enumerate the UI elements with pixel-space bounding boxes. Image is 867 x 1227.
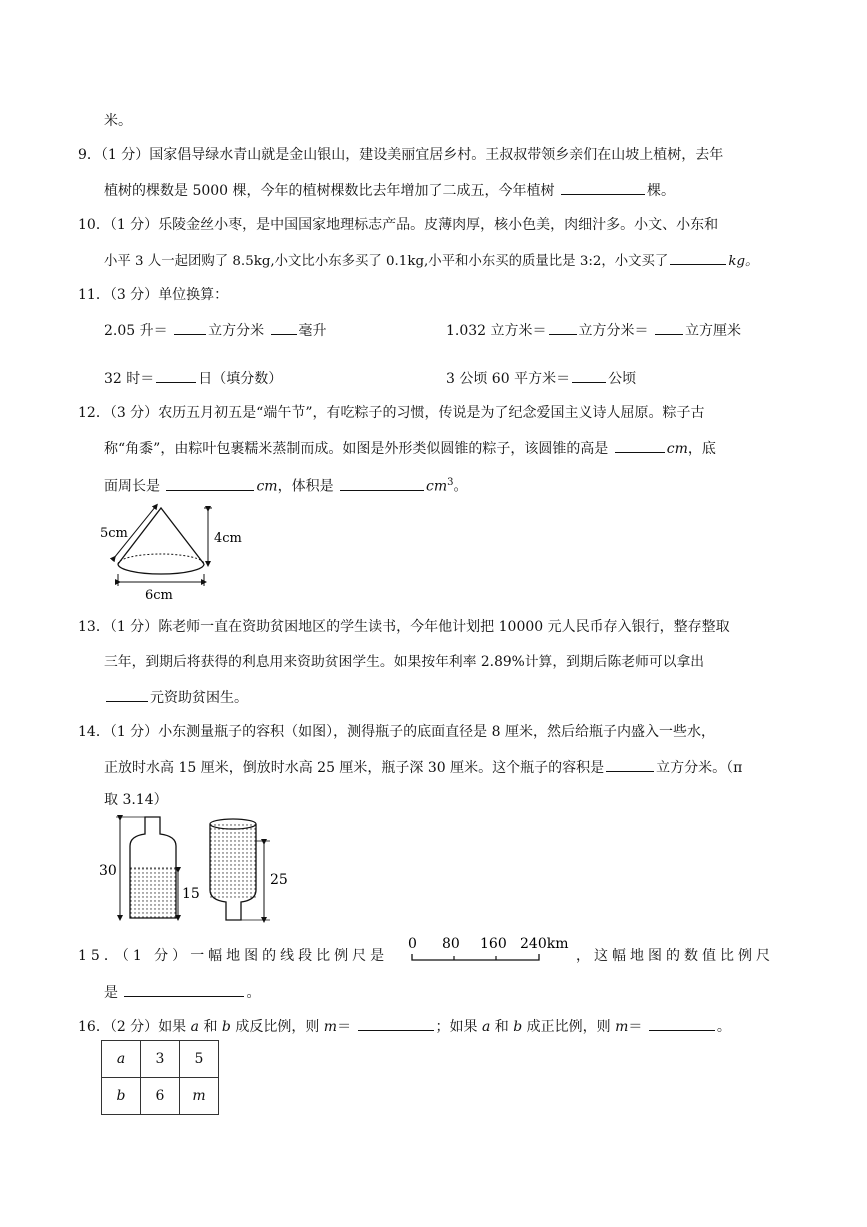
q16-line1 [78,1016,731,1037]
q11-c-prefix: 32 时＝ [104,371,155,387]
q11-a-suffix: 毫升 [298,323,327,339]
q14-answer-blank[interactable] [606,757,654,772]
q12-volume-unit: cm [426,478,448,495]
q11-b-blank-2[interactable] [655,320,683,335]
scale-bar [406,930,576,964]
carry-over-text: 米。 [104,113,132,129]
q11-d-prefix: 3 公顷 60 平方米＝ [446,371,571,387]
q13-line3 [104,687,248,708]
q14-text: 小东测量瓶子的容积（如图），测得瓶子的底面直径是 8 厘米，然后给瓶子内盛入一些水， [158,724,715,740]
q10-text-2: 小平 3 人一起团购了 8.5kg,小文比小东多买了 0.1kg,小平和小东买的质量比是 3:2，小文买了 [104,254,669,269]
q10-text: 乐陵金丝小枣，是中国国家地理标志产品。皮薄肉厚，核小色美，肉细汁多。小文、小东和 [158,217,719,233]
cone-base-label: 6cm [145,588,173,603]
q12-perimeter-unit: cm [256,478,278,495]
q13-text: 陈老师一直在资助贫困地区的学生读书，今年他计划把 10000 元人民币存入银行，整存整取 [158,619,730,635]
q11-d-blank[interactable] [572,368,606,383]
cone-outline [118,508,204,564]
q12-perimeter-blank[interactable] [166,476,254,491]
q11-d-suffix: 公顷 [608,371,637,387]
q11-b-blank-1[interactable] [549,320,577,335]
q14-line2 [104,757,742,778]
q11-points: （3 分） [109,287,159,303]
q11-c-suffix: 日（填分数） [198,371,283,387]
q16-text-h: ＝ [628,1019,647,1035]
q15-points: （1 分） [121,948,191,964]
q12-volume-exponent: 3 [447,477,454,488]
q16-direct-blank[interactable] [649,1016,715,1031]
cone-figure [98,500,258,604]
q11-a-blank-2[interactable] [271,320,297,335]
q13-line1 [78,617,730,637]
cone-base-back [118,554,204,564]
q11-item-b [446,320,741,341]
q16-text-d: ＝ [337,1019,356,1035]
q12-text-2: 称“角黍”，由粽叶包裹糯米蒸制而成。如图是外形类似圆锥的粽子，该圆锥的高是 [104,441,613,457]
q16-var-a: a [190,1019,199,1035]
q16-text-f: 和 [490,1019,514,1035]
q14-points: （1 分） [109,724,159,740]
q11-item-d [446,368,636,389]
q16-text-a: 如果 [158,1019,191,1035]
scale-tick-80: 80 [442,936,460,952]
q15-line1-end: ，这幅地图的数值比例尺 [576,948,774,964]
q12-height-unit: cm [666,441,688,457]
q13-text-3: 元资助贫困生。 [150,690,248,706]
q12-volume-blank[interactable] [340,476,424,491]
bottle-figure [98,812,308,928]
q11-a-prefix: 2.05 升＝ [104,323,173,339]
q15-text-2-end: 。 [246,985,261,1001]
q15-line2 [104,982,260,1003]
q16-inverse-blank[interactable] [358,1016,434,1031]
q10-number: 10． [78,217,110,233]
q10-unit: kg。 [728,254,759,269]
table-cell: 3 [141,1041,180,1078]
q9-line2 [104,180,675,201]
q15-number: 15． [78,948,122,964]
q15-line1 [78,946,388,966]
scale-tick-160: 160 [480,936,507,952]
cone-height-label: 4cm [214,531,242,546]
q12-text-3: 面周长是 [104,478,165,495]
q16-var-a-2: a [481,1019,491,1035]
q11-b-prefix: 1.032 立方米＝ [446,323,547,339]
q11-a-blank-1[interactable] [174,320,206,335]
q16-var-b-2: b [513,1019,523,1035]
q14-line3: 取 3.14） [104,792,168,808]
table-row [102,1041,219,1078]
q9-answer-blank[interactable] [561,180,645,195]
q12-height-blank[interactable] [615,438,665,453]
q11-number: 11． [78,287,110,303]
q12-text-3-end: 。 [453,478,468,495]
q16-var-m-2: m [615,1019,629,1035]
q11-b-mid: 立方分米＝ [578,323,653,339]
q12-number: 12． [78,405,110,421]
q10-points: （1 分） [109,217,159,233]
q12-points: （3 分） [109,405,159,421]
q11-a-mid: 立方分米 [208,323,269,339]
q13-answer-blank[interactable] [106,687,148,702]
q10-answer-blank[interactable] [670,250,726,265]
q14-text-2: 正放时水高 15 厘米，倒放时水高 25 厘米，瓶子深 30 厘米。这个瓶子的容积是 [104,760,605,776]
table-cell: b [102,1078,141,1115]
q11-c-blank[interactable] [156,368,196,383]
q11-item-a [104,320,327,341]
q12-text-3-mid: ，体积是 [277,478,339,495]
table-row [102,1078,219,1115]
inverted-bottle-water [210,824,256,900]
q14-line1 [78,722,715,742]
q16-var-b: b [221,1019,231,1035]
q15-text: 一幅地图的线段比例尺是 [190,948,389,964]
q16-text-g: 成正比例，则 [522,1019,616,1035]
table-cell: 5 [180,1041,219,1078]
table-cell: m [180,1078,219,1115]
q16-text-b: 和 [199,1019,222,1035]
cone-slant-label: 5cm [100,526,128,541]
q12-line3 [104,473,468,497]
table-cell: a [102,1041,141,1078]
q16-points: （2 分） [109,1019,159,1035]
q11-b-suffix: 立方厘米 [684,323,741,339]
scale-tick-240km: 240km [520,936,569,952]
q15-text-2: 是 [104,985,123,1001]
q14-text-2-end: 立方分米。（π [656,760,743,776]
q16-number: 16． [78,1019,110,1035]
q16-var-m: m [323,1019,338,1035]
scale-tick-0: 0 [408,936,417,952]
q11-title: 单位换算： [158,287,229,303]
q10-line2 [104,250,758,272]
water-up-label: 15 [182,886,200,902]
q16-table [101,1040,219,1115]
q9-text: 国家倡导绿水青山就是金山银山，建设美丽宜居乡村。王叔叔带领乡亲们在山坡上植树，去年 [149,147,724,163]
q11-line1 [78,285,228,305]
q9-points: （1 分） [100,147,150,163]
q12-line2 [104,438,716,459]
q12-text: 农历五月初五是“端午节”，有吃粽子的习惯，传说是为了纪念爱国主义诗人屈原。粽子古 [158,405,705,421]
q9-unit: 棵。 [646,183,675,199]
q13-line2: 三年，到期后将获得的利息用来资助贫困学生。如果按年利率 2.89%计算，到期后陈老师可以拿出 [104,654,705,670]
upright-bottle-water [130,868,176,918]
q9-number: 9． [78,147,101,163]
q9-line1 [78,145,723,165]
q12-line1 [78,403,705,423]
water-down-label: 25 [270,872,288,888]
q11-item-c [104,368,282,389]
q15-answer-blank[interactable] [124,982,244,997]
q13-points: （1 分） [109,619,159,635]
q12-text-2-end: ，底 [687,441,716,457]
q16-text-c: 成反比例，则 [230,1019,324,1035]
q9-text-2: 植树的棵数是 5000 棵，今年的植树棵数比去年增加了二成五，今年植树 [104,183,559,199]
q10-line1 [78,215,718,235]
q16-text-e: ；如果 [435,1019,482,1035]
cone-base-front [118,564,204,574]
table-cell: 6 [141,1078,180,1115]
q14-number: 14． [78,724,110,740]
q13-number: 13． [78,619,110,635]
depth-label: 30 [99,863,117,879]
q16-text-i: 。 [716,1019,731,1035]
